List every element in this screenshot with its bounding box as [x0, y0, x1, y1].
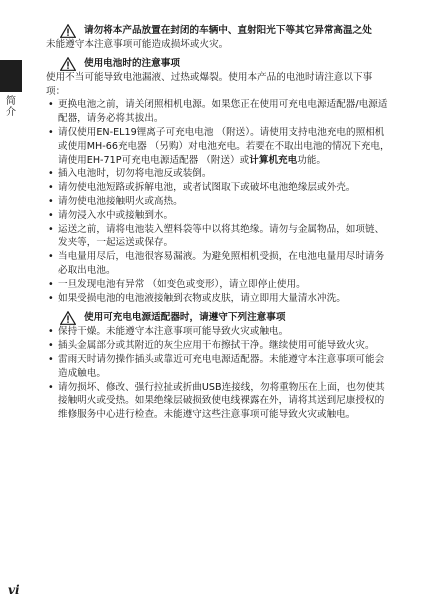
- warning-heading-text: 使用可充电电源适配器时，请遵守下列注意事项: [84, 312, 286, 324]
- page-number: vi: [8, 583, 20, 597]
- warning-heading-2: [46, 57, 391, 71]
- warning-triangle-icon: [60, 311, 76, 325]
- list-item: • 当电量用尽后，电池很容易漏液。为避免照相机受损，在电池电量用尽时请务必取出电池。: [46, 250, 391, 278]
- warning-heading-3: [46, 311, 391, 325]
- adapter-precautions-list: [46, 325, 391, 422]
- battery-precautions-list: [46, 98, 391, 305]
- list-item: • 请勿使电池短路或拆解电池，或者试图取下或破坏电池绝缘层或外壳。: [46, 181, 391, 195]
- list-item: • 插入电池时，切勿将电池反或装倒。: [46, 167, 391, 181]
- warning-heading-text: 使用电池时的注意事项: [84, 57, 180, 69]
- battery-intro-text: 使用不当可能导致电池漏液、过热或爆裂。使用本产品的电池时请注意以下事项：: [46, 71, 373, 97]
- list-item: • 如果受损电池的电池液接触到衣物或皮肤，请立即用大量清水冲洗。: [46, 292, 391, 306]
- list-item: • 运送之前，请将电池装入塑料袋等中以将其绝缘。请勿与金属物品，如项链、发夹等，一起运送或保存。: [46, 223, 391, 251]
- list-item: • 一旦发现电池有异常 （如变色或变形），请立即停止使用。: [46, 278, 391, 292]
- warning-body-text: 未能遵守本注意事项可能造成损坏或火灾。: [46, 39, 229, 50]
- list-item: • 保持干燥。未能遵守本注意事项可能导致火灾或触电。: [46, 325, 391, 339]
- warning-heading-1: [46, 24, 391, 38]
- warning-heading-text: 请勿将本产品放置在封闭的车辆中、直射阳光下等其它异常高温之处: [84, 25, 372, 36]
- list-item: • 雷雨天时请勿操作插头或靠近可充电电源适配器。未能遵守本注意事项可能会造成触电。: [46, 353, 391, 381]
- list-item: • 请仅使用EN-EL19锂离子可充电电池 （附送）。请使用支持电池充电的照相机或使用MH-66充电器 （另购）对电池充电。若要在不取出电池的情况下充电，请使用EH-71P可充电电源适配器 （附送）或计算机充电功能。: [46, 126, 391, 167]
- page-content: [46, 24, 391, 422]
- list-item: • 更换电池之前，请关闭照相机电源。如果您正在使用可充电电源适配器/电源适配器，请务必将其拔出。: [46, 98, 391, 126]
- list-item: • 请勿损坏、修改、强行拉扯或折曲USB连接线，勿将重物压在上面，也勿使其接触明火或受热。如果绝缘层破损致使电线裸露在外，请将其送到尼康授权的维修服务中心进行检查。未能遵守这些注意事项可能导致火灾或触电。: [46, 381, 391, 422]
- list-item: • 插头金属部分或其附近的灰尘应用干布擦拭干净。继续使用可能导致火灾。: [46, 339, 391, 353]
- list-item: • 请勿使电池接触明火或高热。: [46, 195, 391, 209]
- warning-triangle-icon: [60, 57, 76, 71]
- side-tab-label: 简介: [6, 96, 16, 118]
- list-item: • 请勿浸入水中或接触到水。: [46, 209, 391, 223]
- side-tab-marker: [0, 60, 22, 92]
- warning-triangle-icon: [60, 24, 76, 38]
